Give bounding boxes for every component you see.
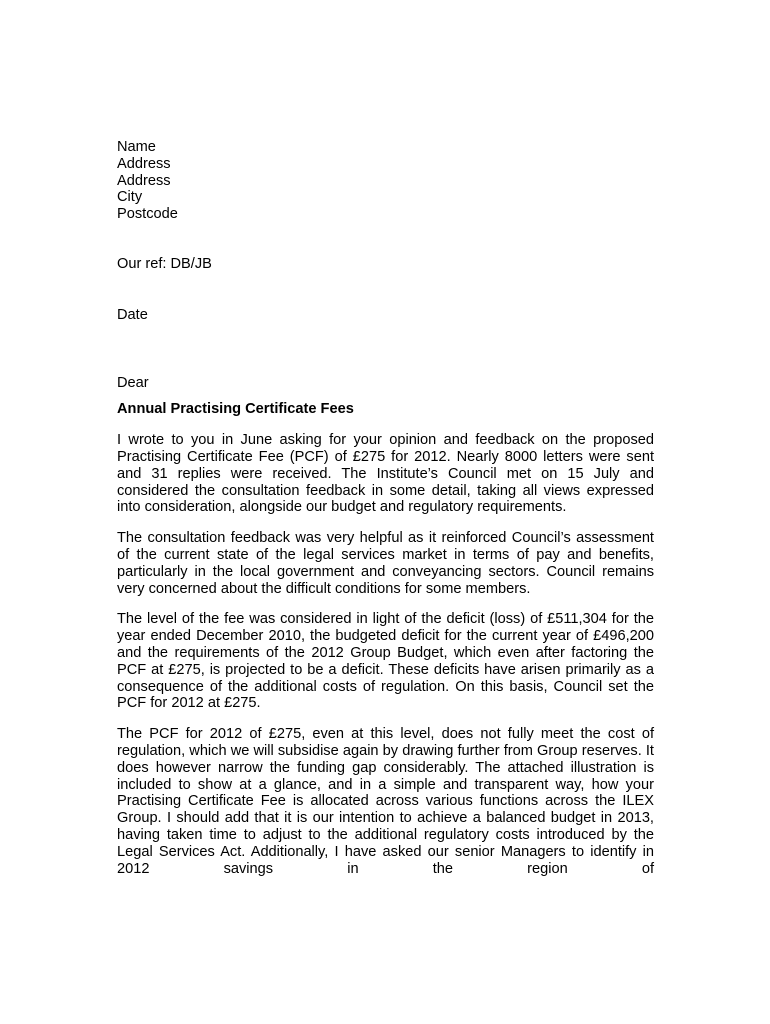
recipient-name: Name bbox=[117, 139, 156, 155]
paragraph-2: The consultation feedback was very helpful as it reinforced Council’s assessment of the current state of the legal services market in terms of pay and benefits, particularly in the local government and conveyancing sectors. Council remains very concerned about the difficult conditions for some members. bbox=[117, 530, 654, 597]
date-line: Date bbox=[117, 306, 148, 323]
subject-heading: Annual Practising Certificate Fees bbox=[117, 401, 354, 418]
letter-body bbox=[117, 139, 654, 877]
recipient-address-line-2: Address bbox=[117, 172, 171, 189]
paragraph-3: The level of the fee was considered in light of the deficit (loss) of £511,304 for the year ended December 2010, the budgeted deficit for the current year of £496,200 and the requirements of the 2012 Group Budget, which even after factoring the PCF at £275, is projected to be a deficit. These deficits have arisen primarily as a consequence of the additional costs of regulation. On this basis, Council set the PCF for 2012 at £275. bbox=[117, 611, 654, 712]
paragraph-1: I wrote to you in June asking for your opinion and feedback on the proposed Practising Certificate Fee (PCF) of £275 for 2012. Nearly 8000 letters were sent and 31 replies were received. The Institute’s Council met on 15 July and considered the consultation feedback in some detail, taking all views expressed into consideration, alongside our budget and regulatory requirements. bbox=[117, 432, 654, 516]
recipient-address-block bbox=[117, 139, 654, 223]
recipient-city: City bbox=[117, 189, 143, 206]
reference-line: Our ref: DB/JB bbox=[117, 255, 212, 272]
salutation: Dear bbox=[117, 374, 149, 391]
recipient-postcode: Postcode bbox=[117, 206, 178, 223]
recipient-address-line-1: Address bbox=[117, 155, 171, 172]
paragraph-4: The PCF for 2012 of £275, even at this level, does not fully meet the cost of regulation, which we will subsidise again by drawing further from Group reserves. It does however narrow the funding gap considerably. The attached illustration is included to show at a glance, and in a simple and transparent way, how your Practising Certificate Fee is allocated across various functions across the ILEX Group. I should add that it is our intention to achieve a balanced budget in 2013, having taken time to adjust to the additional regulatory costs introduced by the Legal Services Act. Additionally, I have asked our senior Managers to identify in 2012 savings in the region of bbox=[117, 726, 654, 877]
